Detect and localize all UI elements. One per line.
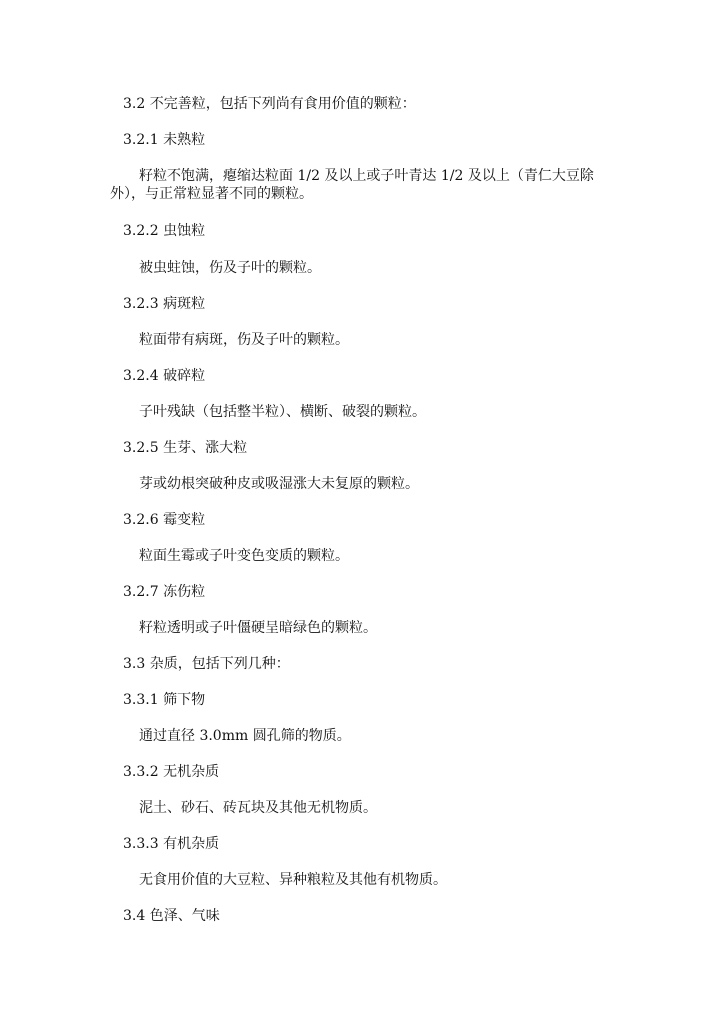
paragraph-line-wrap: 外），与正常粒显著不同的颗粒。 <box>110 186 313 202</box>
paragraph-line: 泥土、砂石、砖瓦块及其他无机物质。 <box>139 800 377 816</box>
paragraph-line: 粒面带有病斑，伤及子叶的颗粒。 <box>139 332 349 348</box>
paragraph-line: 被虫蛀蚀，伤及子叶的颗粒。 <box>139 260 321 276</box>
paragraph-line: 芽或幼根突破种皮或吸湿涨大未复原的颗粒。 <box>139 476 419 492</box>
paragraph-line: 粒面生霉或子叶变色变质的颗粒。 <box>139 548 349 564</box>
subsection-heading-3-2-6: 3.2.6 霉变粒 <box>123 512 206 528</box>
subsection-heading-3-3-2: 3.3.2 无机杂质 <box>123 764 220 780</box>
subsection-heading-3-3-3: 3.3.3 有机杂质 <box>123 836 220 852</box>
paragraph-line: 子叶残缺（包括整半粒）、横断、破裂的颗粒。 <box>139 404 426 420</box>
subsection-heading-3-2-2: 3.2.2 虫蚀粒 <box>123 223 206 239</box>
paragraph-line: 通过直径 3.0mm 圆孔筛的物质。 <box>139 728 351 744</box>
section-heading-3-4: 3.4 色泽、气味 <box>123 908 220 924</box>
subsection-heading-3-2-7: 3.2.7 冻伤粒 <box>123 584 206 600</box>
paragraph-line: 无食用价值的大豆粒、异种粮粒及其他有机物质。 <box>139 872 447 888</box>
subsection-heading-3-3-1: 3.3.1 筛下物 <box>123 692 206 708</box>
subsection-heading-3-2-1: 3.2.1 未熟粒 <box>123 132 206 148</box>
subsection-heading-3-2-5: 3.2.5 生芽、涨大粒 <box>123 440 248 456</box>
subsection-heading-3-2-4: 3.2.4 破碎粒 <box>123 368 206 384</box>
section-heading-3-3: 3.3 杂质，包括下列几种： <box>123 656 290 672</box>
paragraph-line: 籽粒不饱满，瘪缩达粒面 1/2 及以上或子叶青达 1/2 及以上（青仁大豆除 <box>139 168 594 184</box>
section-heading-3-2: 3.2 不完善粒，包括下列尚有食用价值的颗粒： <box>123 96 416 112</box>
paragraph-line: 籽粒透明或子叶僵硬呈暗绿色的颗粒。 <box>139 620 377 636</box>
subsection-heading-3-2-3: 3.2.3 病斑粒 <box>123 296 206 312</box>
